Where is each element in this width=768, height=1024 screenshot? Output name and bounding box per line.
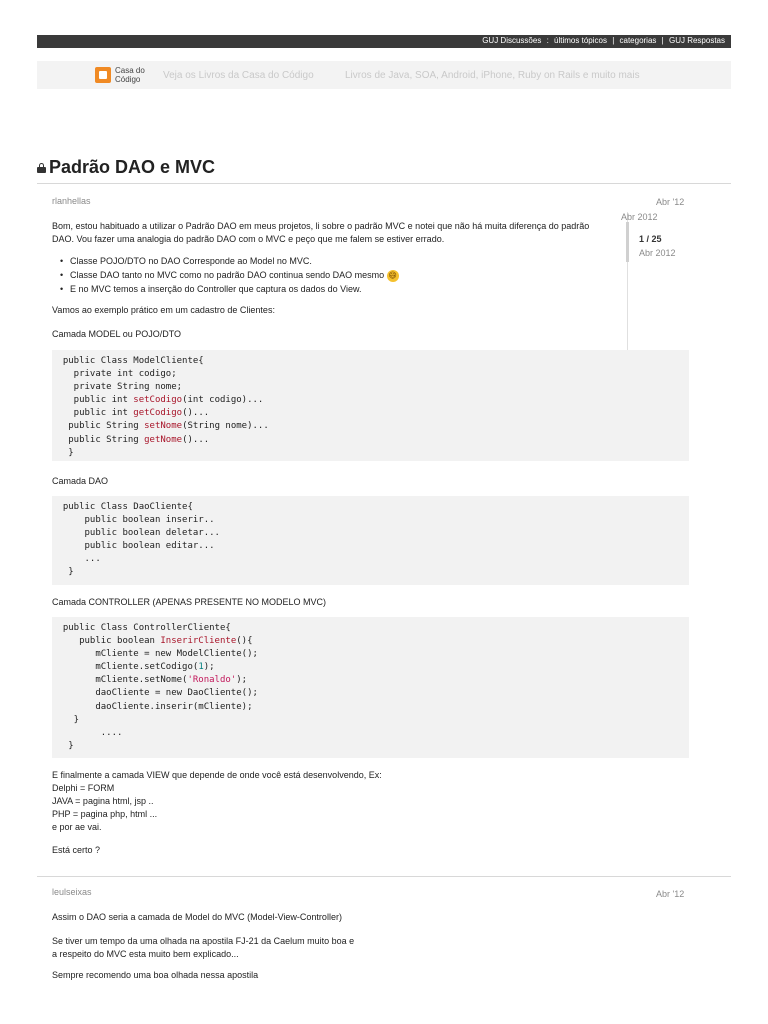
separator: | — [661, 36, 664, 45]
promo-link-topics[interactable]: Livros de Java, SOA, Android, iPhone, Ruby on Rails e muito mais — [345, 70, 640, 81]
promo-link-books[interactable]: Veja os Livros da Casa do Código — [163, 70, 314, 81]
post-author[interactable]: leulseixas — [52, 887, 92, 897]
ultimos-topicos-link[interactable]: últimos tópicos — [554, 36, 607, 45]
post-text: a respeito do MVC esta muito bem explicado... — [52, 949, 239, 959]
code-block-dao: public Class DaoCliente{ public boolean inserir.. public boolean deletar... public boolean editar... ... } — [52, 496, 689, 585]
list-item: • Classe DAO tanto no MVC como no padrão DAO continua sendo DAO mesmo 😄 — [60, 268, 399, 282]
post-text: E finalmente a camada VIEW que depende de onde você está desenvolvendo, Ex: — [52, 770, 382, 780]
list-item: • E no MVC temos a inserção do Controller que captura os dados do View. — [60, 282, 399, 296]
post-date[interactable]: Abr '12 — [656, 197, 685, 207]
post-author[interactable]: rlanhellas — [52, 196, 91, 206]
lock-icon — [37, 163, 46, 173]
bullet-list — [60, 254, 399, 296]
guj-discussoes-link[interactable]: GUJ Discussões — [482, 36, 542, 45]
logo-text[interactable]: Casa do Código — [115, 66, 145, 84]
separator-colon: : — [546, 36, 549, 45]
post-text: Sempre recomendo uma boa olhada nessa apostila — [52, 970, 259, 980]
section-label: Camada DAO — [52, 476, 109, 486]
section-label: Camada MODEL ou POJO/DTO — [52, 329, 182, 339]
post-text: Assim o DAO seria a camada de Model do MVC (Model-View-Controller) — [52, 912, 342, 922]
top-navigation-bar — [37, 35, 731, 48]
categorias-link[interactable]: categorias — [619, 36, 657, 45]
post-text: Vamos ao exemplo prático em um cadastro de Clientes: — [52, 305, 275, 315]
divider — [37, 183, 731, 184]
post-text: DAO. Vou fazer uma analogia do padrão DAO com o MVC e peço que me falem se estiver errado. — [52, 234, 445, 244]
code-block-model: public Class ModelCliente{ private int codigo; private String nome; public int setCodigo(int codigo)... public int getCodigo()... public String setNome(String nome)... public String getNome()... } — [52, 350, 689, 461]
casa-do-codigo-logo-icon[interactable] — [95, 67, 111, 83]
post-date[interactable]: Abr '12 — [656, 889, 685, 899]
timeline-start-date[interactable]: Abr 2012 — [621, 212, 658, 222]
post-text: Se tiver um tempo da uma olhada na apostila FJ-21 da Caelum muito boa e — [52, 936, 355, 946]
code-block-controller: public Class ControllerCliente{ public boolean InserirCliente(){ mCliente = new ModelCliente(); mCliente.setCodigo(1); mCliente.setNome('Ronaldo'); daoCliente = new DaoCliente(); daoCliente.inserir(mCliente); } .... } — [52, 617, 689, 758]
top-links — [479, 36, 725, 45]
timeline-position: 1 / 25 — [639, 234, 662, 244]
divider — [37, 876, 731, 877]
topic-title-text: Padrão DAO e MVC — [49, 157, 216, 177]
post-text: PHP = pagina php, html ... — [52, 809, 158, 819]
post-text: Está certo ? — [52, 845, 101, 855]
list-item: • Classe POJO/DTO no DAO Corresponde ao Model no MVC. — [60, 254, 399, 268]
post-text: JAVA = pagina html, jsp .. — [52, 796, 154, 806]
post-text: Bom, estou habituado a utilizar o Padrão DAO em meus projetos, li sobre o padrão MVC e notei que não há muita diferença do padrão — [52, 221, 590, 231]
separator: | — [612, 36, 615, 45]
timeline-handle[interactable] — [626, 222, 629, 262]
section-label: Camada CONTROLLER (APENAS PRESENTE NO MODELO MVC) — [52, 597, 327, 607]
post-text: Delphi = FORM — [52, 783, 115, 793]
post-text: e por ae vai. — [52, 822, 102, 832]
timeline-current-date: Abr 2012 — [639, 248, 676, 258]
guj-respostas-link[interactable]: GUJ Respostas — [668, 36, 725, 45]
topic-title — [37, 157, 215, 178]
promo-banner[interactable] — [37, 61, 731, 89]
smile-emoji-icon: 😄 — [388, 270, 397, 280]
